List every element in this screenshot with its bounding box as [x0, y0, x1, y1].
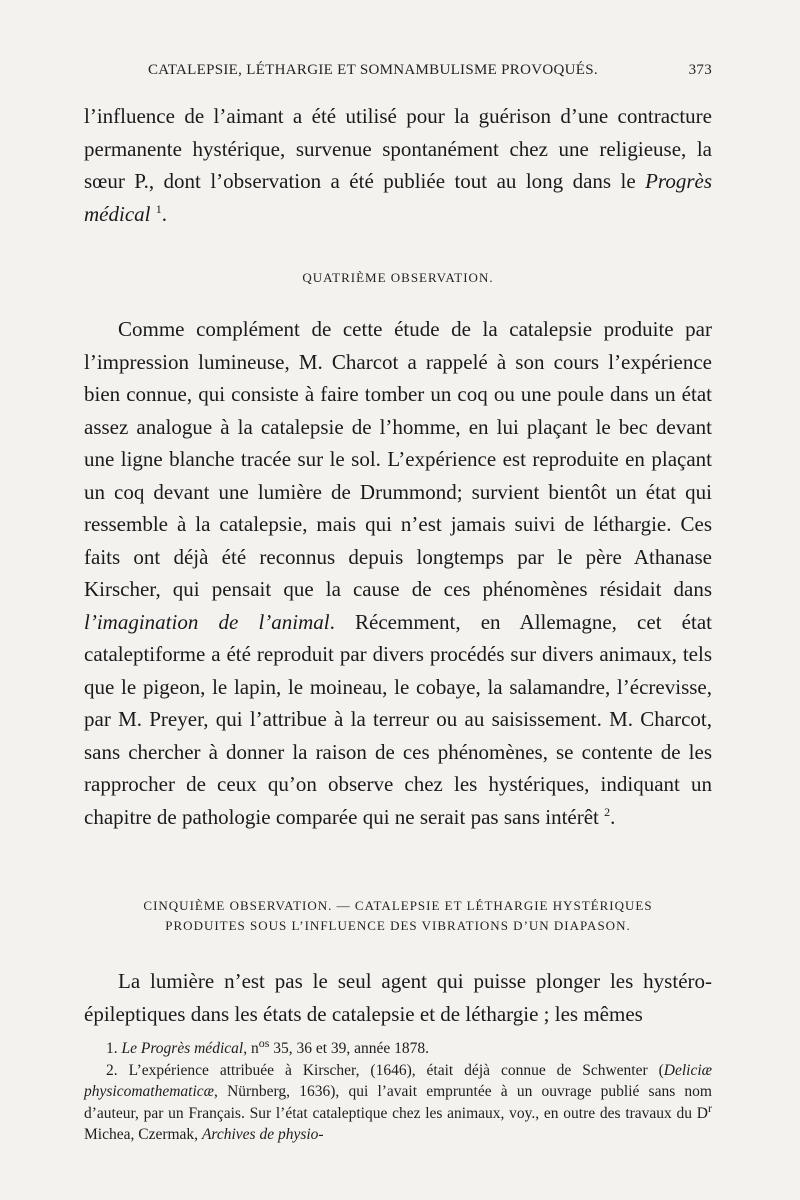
footnote-2-italic-b: Archives de physio-: [201, 1126, 324, 1143]
footnote-2-text-b: , Nürnberg, 1636), qui l’avait empruntée à un ouvrage publié sans nom d’auteur, par un Français. Sur l’état cataleptique chez les animaux, voy., en outre des travaux du D: [84, 1083, 712, 1122]
footnote-2-sup: r: [708, 1100, 712, 1115]
footnote-ref-2: 2: [604, 804, 611, 819]
journal-title: Progrès médical: [84, 169, 712, 226]
paragraph-3-text: La lumière n’est pas le seul agent qui puisse plonger les hystéro-épileptiques dans les états de catalepsie et de léthargie ; les mêmes: [84, 969, 712, 1026]
paragraph-2-text-b: . Récemment, en Allemagne, cet état cataleptiforme a été reproduit par divers procédés sur divers animaux, tels que le pigeon, le lapin, le moineau, le cobaye, la salamandre, l’écrevisse, par M. Preyer, qui l’attribue à la terreur ou au saisissement. M. Charcot, sans chercher à donner la raison de ces phénomènes, se contente de les rapprocher de ceux qu’on observe chez les hystériques, indiquant un chapitre de pathologie comparée qui ne serait pas sans intérêt: [84, 609, 712, 829]
paragraph-1: [84, 100, 712, 230]
paragraph-2-text-a: Comme complément de cette étude de la catalepsie produite par l’impression lumineuse, M. Charcot a rappelé à son cours l’expérience bien connue, qui consiste à faire tomber un coq ou une poule dans un état assez analogue à la catalepsie de l’homme, en lui plaçant le bec devant une ligne blanche tracée sur le sol. L’expérience est reproduite en plaçant un coq devant une lumière de Drummond; survient bientôt un état qui ressemble à la catalepsie, mais qui n’est jamais suivi de léthargie. Ces faits ont déjà été reconnus depuis longtemps par le père Athanase Kirscher, qui pensait que la cause de ces phénomènes résidait dans: [84, 317, 712, 601]
footnote-1: [84, 1035, 712, 1060]
paragraph-1-end: .: [161, 201, 167, 226]
running-title: CATALEPSIE, LÉTHARGIE ET SOMNAMBULISME PROVOQUÉS.: [148, 62, 598, 78]
footnote-2-text-c: Michea, Czermak,: [84, 1126, 202, 1143]
footnote-1-number: 1.: [106, 1040, 122, 1057]
footnote-2-text-a: 2. L’expérience attribuée à Kirscher, (1646), était déjà connue de Schwenter (: [106, 1061, 664, 1079]
section-title-line-1: CINQUIÈME OBSERVATION. — CATALEPSIE ET LÉTHARGIE HYSTÉRIQUES: [143, 898, 653, 913]
running-header: [148, 62, 712, 79]
section-title-line-2: PRODUITES SOUS L’INFLUENCE DES VIBRATIONS D’UN DIAPASON.: [165, 918, 631, 933]
footnote-2: [84, 1060, 712, 1146]
footnote-1-journal: Le Progrès médical: [121, 1040, 244, 1057]
section-title-cinquieme: [84, 896, 712, 936]
footnote-2-italic-a: Deliciæ physicomathematicæ: [84, 1061, 712, 1100]
page-number: 373: [688, 62, 712, 78]
paragraph-2-end: .: [610, 804, 616, 829]
footnotes: [84, 1035, 712, 1146]
paragraph-3: [84, 965, 712, 1030]
paragraph-1-text: l’influence de l’aimant a été utilisé pour la guérison d’une contracture permanente hystérique, survenue spontanément chez une religieuse, la sœur P., dont l’observation a été publiée tout au long dans le: [84, 104, 712, 193]
paragraph-2-italic: l’imagination de l’animal: [84, 609, 330, 634]
section-title-quatrieme: QUATRIÈME OBSERVATION.: [302, 270, 494, 285]
footnote-1-text-a: , n: [243, 1040, 259, 1057]
paragraph-2: [84, 313, 712, 833]
footnote-1-text-b: 35, 36 et 39, année 1878.: [269, 1040, 430, 1057]
footnote-1-sup: os: [258, 1035, 270, 1050]
footnote-ref-1: 1: [155, 201, 162, 216]
